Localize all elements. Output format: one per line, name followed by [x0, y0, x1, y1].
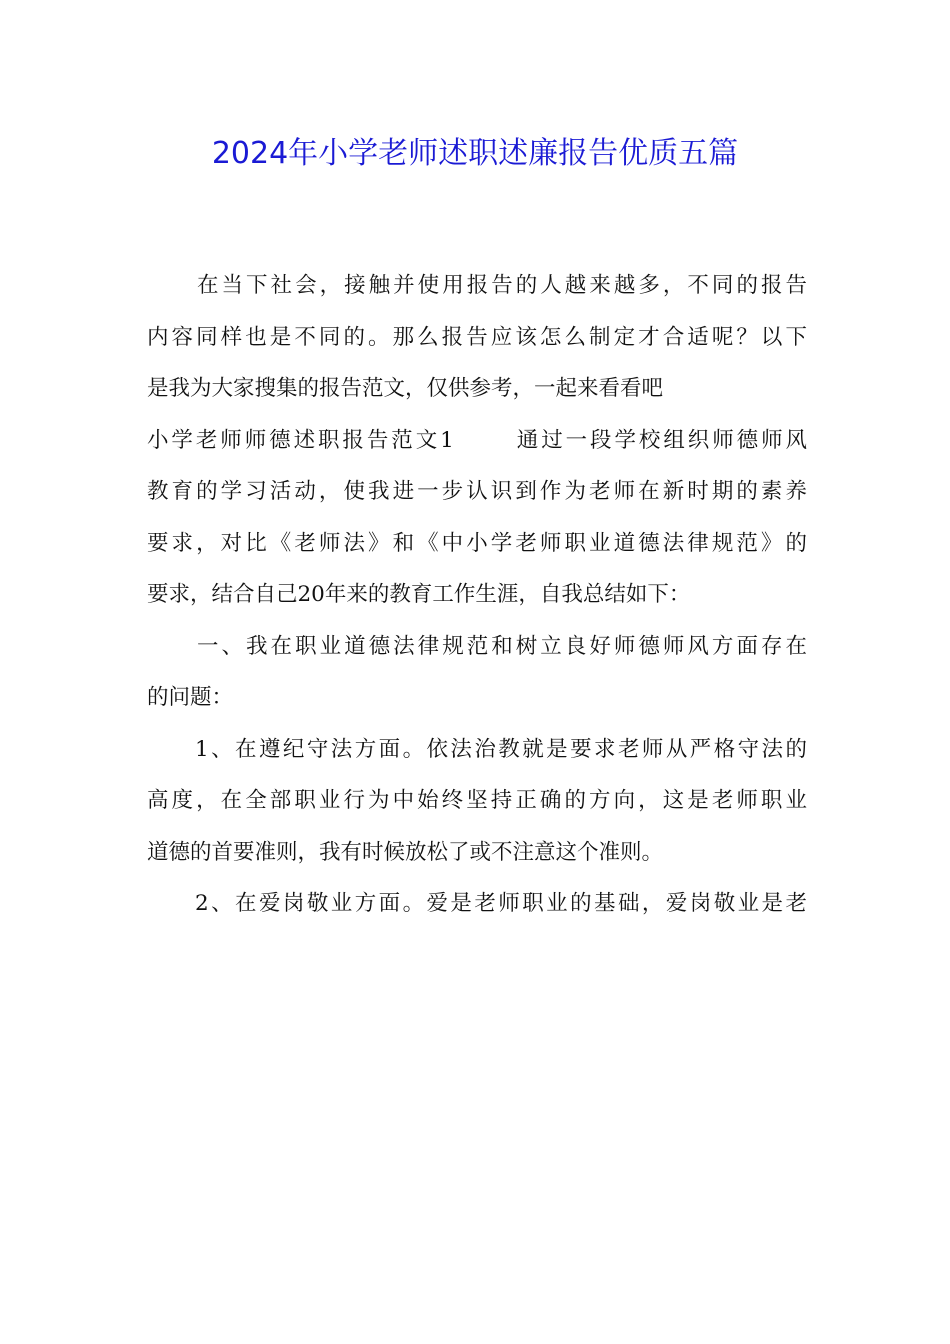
paragraph-line: 要求，对比《老师法》和《中小学老师职业道德法律规范》的 — [147, 530, 807, 556]
paragraph-line: 是我为大家搜集的报告范文，仅供参考，一起来看看吧 — [147, 376, 664, 401]
paragraph-line: 的问题： — [147, 685, 234, 710]
paragraph-line: 1、在遵纪守法方面。依法治教就是要求老师从严格守法的 — [195, 736, 807, 762]
paragraph-line-start: 通过一段学校组织师德师风 — [513, 427, 807, 453]
paragraph-line: 教育的学习活动，使我进一步认识到作为老师在新时期的素养 — [147, 479, 807, 504]
paragraph-line: 在当下社会，接触并使用报告的人越来越多，不同的报告 — [197, 273, 807, 298]
paragraph-line: 2、在爱岗敬业方面。爱是老师职业的基础，爱岗敬业是老 — [195, 891, 807, 916]
document-title: 2024年小学老师述职述廉报告优质五篇 — [211, 136, 739, 171]
paragraph-line: 内容同样也是不同的。那么报告应该怎么制定才合适呢？以下 — [147, 324, 807, 350]
paragraph-line-combined — [147, 415, 807, 467]
paragraph-line: 要求，结合自己20年来的教育工作生涯，自我总结如下： — [147, 582, 691, 607]
paragraph-line: 高度，在全部职业行为中始终坚持正确的方向，这是老师职业 — [147, 788, 807, 813]
paragraph-line: 道德的首要准则，我有时候放松了或不注意这个准则。 — [147, 839, 664, 865]
section-heading: 小学老师师德述职报告范文1 — [147, 427, 454, 453]
document-body — [147, 260, 807, 930]
paragraph-line: 一、我在职业道德法律规范和树立良好师德师风方面存在 — [197, 633, 807, 659]
